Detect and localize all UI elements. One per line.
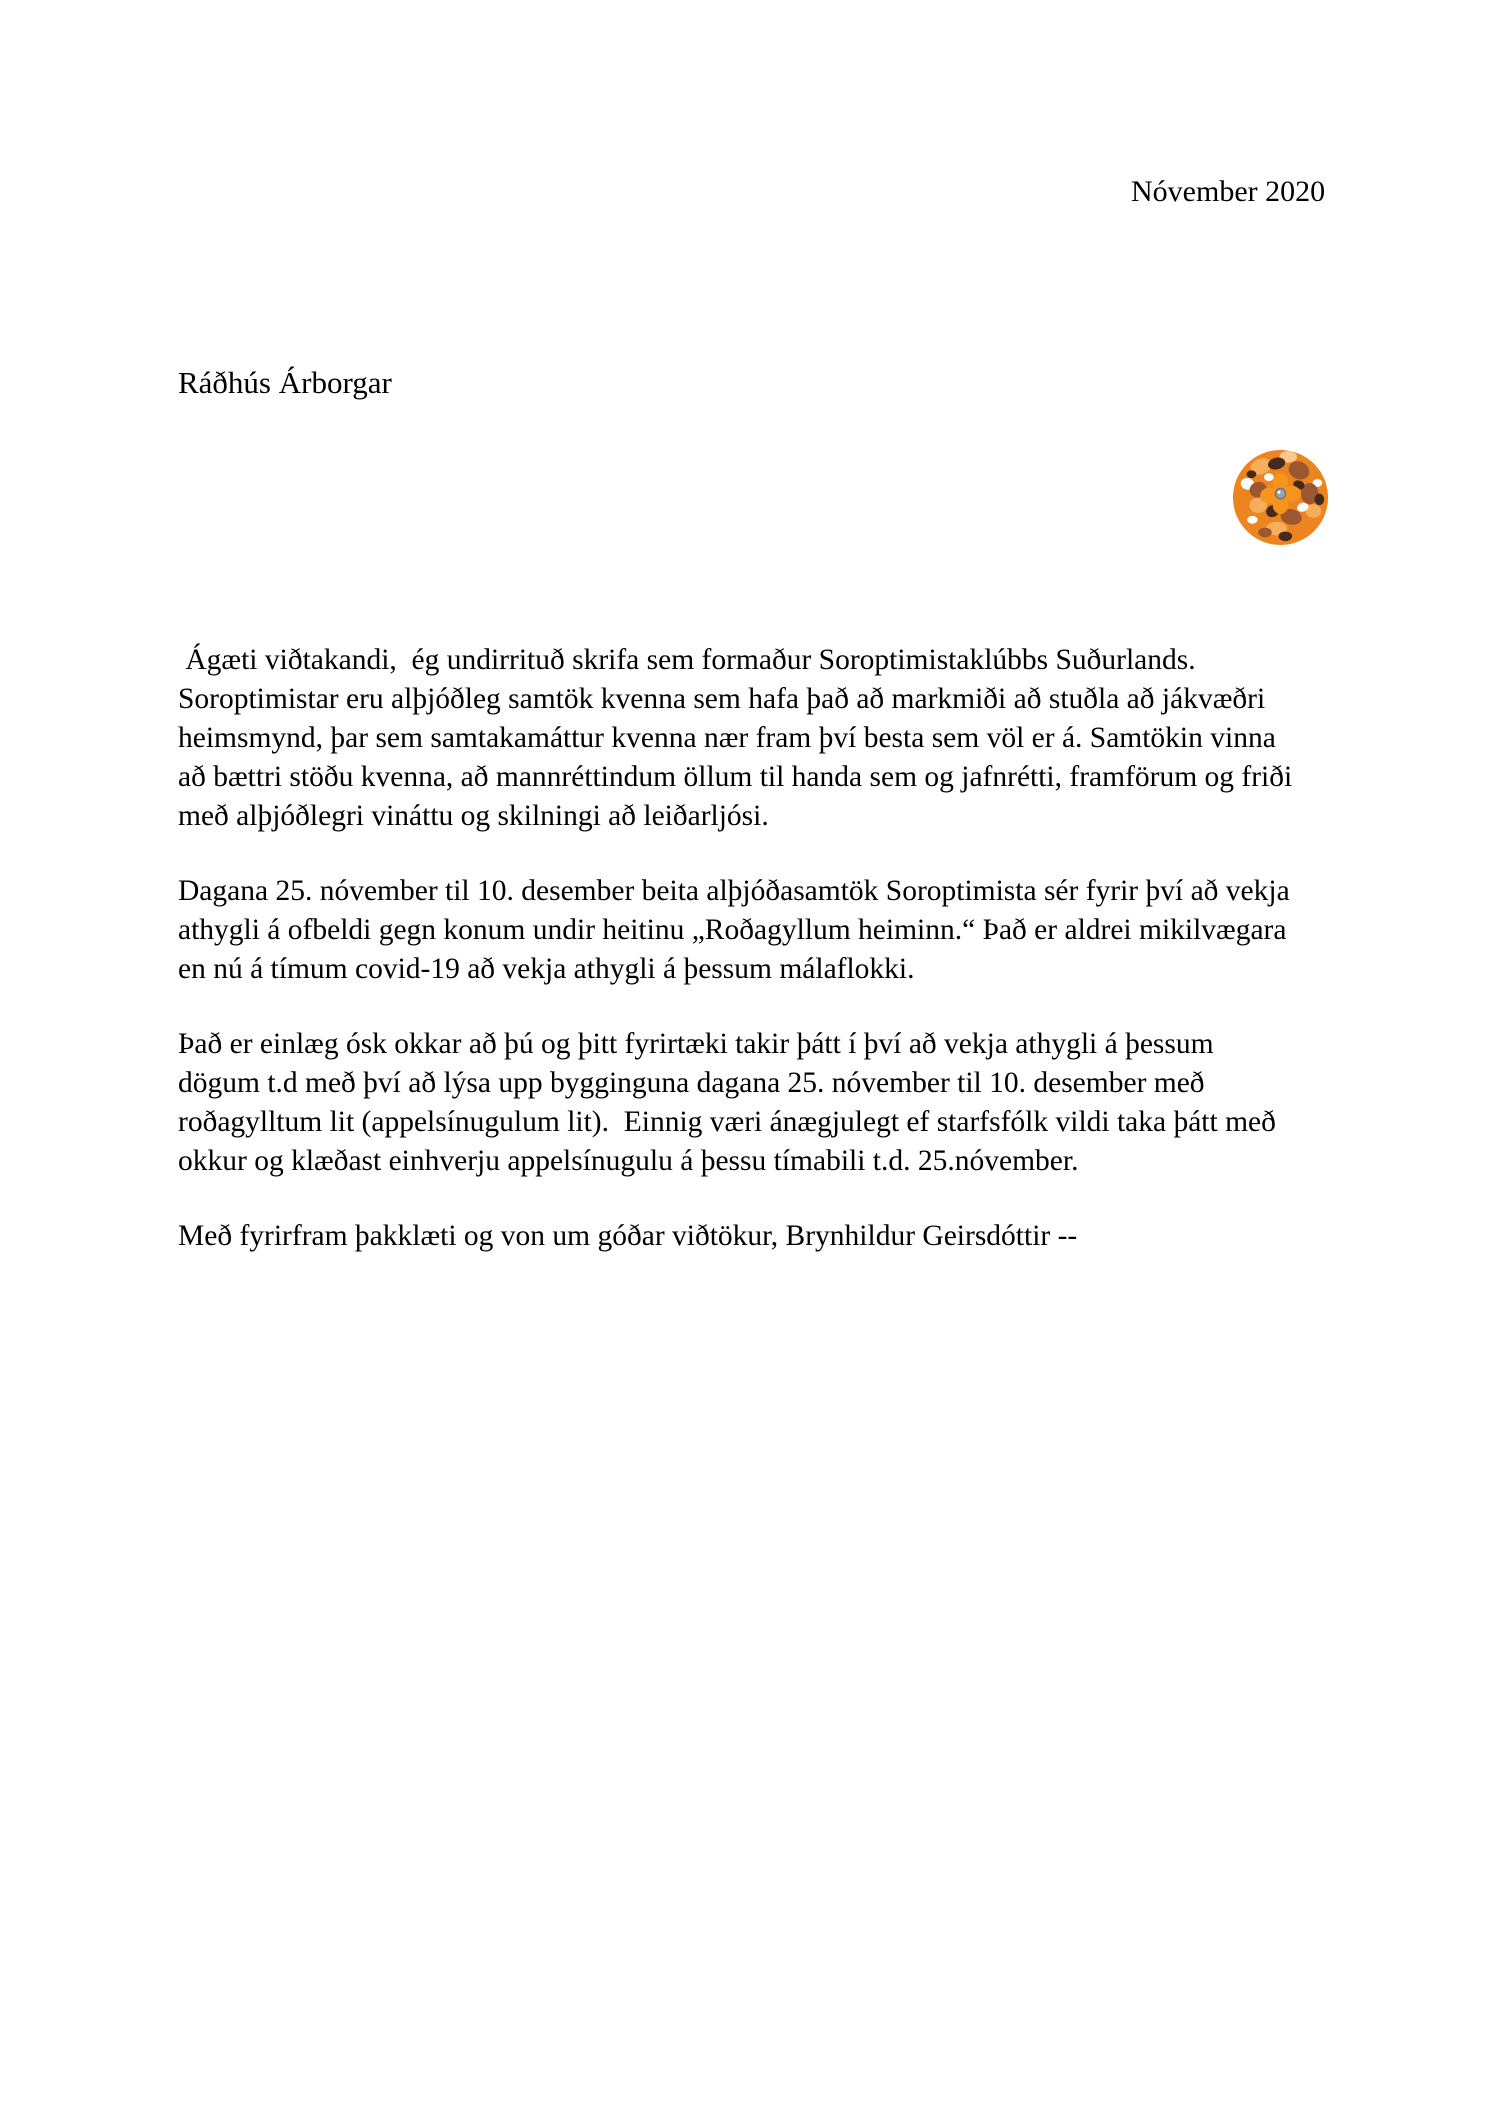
paragraph-campaign (178, 872, 1292, 989)
text-line: athygli á ofbeldi gegn konum undir heitinu „Roðagyllum heiminn.“ Það er aldrei mikilvægara (178, 914, 1287, 946)
text-line: Soroptimistar eru alþjóðleg samtök kvenna sem hafa það að markmiði að stuðla að jákvæðri (178, 683, 1266, 715)
letter-date: Nóvember 2020 (1131, 175, 1326, 208)
paragraph-intro (178, 641, 1292, 836)
paragraph-request (178, 1025, 1292, 1181)
text-line: okkur og klæðast einhverju appelsínugulu á þessu tímabili t.d. 25.nóvember. (178, 1145, 1079, 1177)
text-line: dögum t.d með því að lýsa upp bygginguna dagana 25. nóvember til 10. desember með (178, 1067, 1205, 1099)
letter-body (178, 641, 1292, 1256)
closing-line: Með fyrirfram þakklæti og von um góðar viðtökur, Brynhildur Geirsdóttir -- (178, 1220, 1078, 1252)
text-line: Dagana 25. nóvember til 10. desember beita alþjóðasamtök Soroptimista sér fyrir því að vekja (178, 875, 1290, 907)
text-line: roðagylltum lit (appelsínugulum lit). Einnig væri ánægjulegt ef starfsfólk vildi taka þátt með (178, 1106, 1276, 1138)
orange-camo-emblem-icon (1232, 449, 1329, 546)
text-line: að bættri stöðu kvenna, að mannréttindum öllum til handa sem og jafnrétti, framförum og friði (178, 761, 1293, 793)
paragraph-closing (178, 1217, 1292, 1256)
text-line: heimsmynd, þar sem samtakamáttur kvenna nær fram því besta sem völ er á. Samtökin vinna (178, 722, 1276, 754)
text-line: Ágæti viðtakandi, ég undirrituð skrifa sem formaður Soroptimistaklúbbs Suðurlands. (178, 644, 1196, 676)
text-line: en nú á tímum covid-19 að vekja athygli á þessum málaflokki. (178, 953, 915, 985)
text-line: Það er einlæg ósk okkar að þú og þitt fyrirtæki takir þátt í því að vekja athygli á þessum (178, 1028, 1214, 1060)
recipient-line: Ráðhús Árborgar (178, 365, 392, 400)
text-line: með alþjóðlegri vináttu og skilningi að leiðarljósi. (178, 800, 769, 832)
